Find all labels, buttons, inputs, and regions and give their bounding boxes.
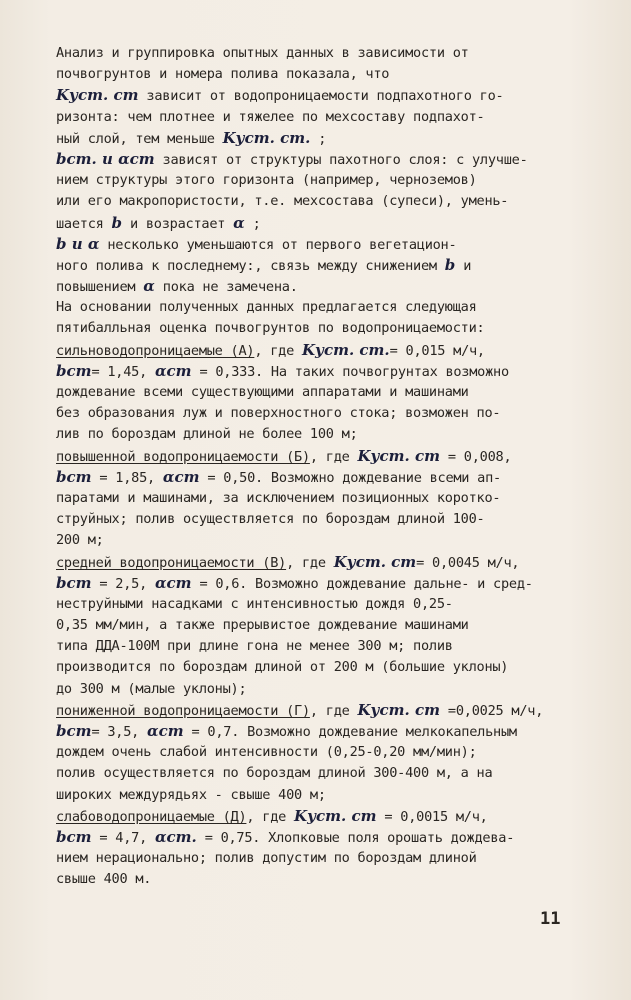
handwritten-symbol: Kуст. ст. bbox=[301, 340, 390, 359]
text-line bbox=[56, 742, 576, 763]
text-run: ризонта: чем плотнее и тяжелее по мехсоставу подпахот- bbox=[56, 108, 485, 125]
handwritten-symbol: αст bbox=[162, 467, 200, 486]
handwritten-symbol: bст. и αст bbox=[56, 149, 155, 168]
handwritten-symbol: Kуст. ст bbox=[333, 552, 417, 571]
text-run: пятибалльная оценка почвогрунтов по водопроницаемости: bbox=[56, 320, 485, 337]
text-run: дождем очень слабой интенсивности (0,25-0,20 мм/мин); bbox=[56, 744, 477, 761]
handwritten-symbol: b bbox=[111, 213, 123, 232]
text-run: несколько уменьшаются от первого вегетацион- bbox=[99, 236, 457, 253]
text-run: дождевание всеми существующими аппаратами и машинами bbox=[56, 384, 469, 400]
text-run: без образования луж и поверхностного стока; возможен по- bbox=[56, 405, 501, 422]
text-run: , где bbox=[309, 448, 358, 465]
text-run: = 0,015 м/ч, bbox=[389, 342, 485, 359]
text-run: пока не замечена. bbox=[154, 279, 298, 296]
handwritten-symbol: bст bbox=[56, 573, 92, 592]
text-run: , где bbox=[309, 702, 358, 719]
text-line bbox=[56, 763, 576, 784]
text-line bbox=[56, 64, 576, 85]
text-line bbox=[56, 657, 576, 678]
text-run: =0,0025 м/ч, bbox=[439, 702, 544, 719]
text-line bbox=[56, 700, 576, 721]
text-run: зависят от структуры пахотного слоя: с улучше- bbox=[154, 151, 528, 168]
text-run: зависит от водопроницаемости подпахотного го- bbox=[138, 88, 504, 105]
text-run: = 4,7, bbox=[91, 829, 155, 846]
text-run: На основании полученных данных предлагается следующая bbox=[56, 299, 477, 316]
handwritten-symbol: b bbox=[444, 255, 456, 274]
text-line bbox=[56, 43, 576, 64]
text-run: 0,35 мм/мин, а также прерывистое дождевание машинами bbox=[56, 617, 469, 634]
text-run: = 1,45, bbox=[91, 363, 155, 380]
text-run: ; bbox=[244, 215, 261, 232]
handwritten-symbol: Kуст. ст bbox=[56, 86, 139, 105]
text-line bbox=[56, 297, 576, 318]
text-line bbox=[56, 827, 576, 848]
text-run: паратами и машинами, за исключением позиционных коротко- bbox=[56, 489, 501, 506]
handwritten-symbol: bст bbox=[56, 827, 92, 846]
category-title: повышенной водопроницаемости (Б) bbox=[56, 448, 310, 465]
handwritten-symbol: αст bbox=[154, 361, 192, 380]
text-run: ного полива к последнему:, связь между снижением bbox=[56, 257, 445, 274]
category-title: слабоводопроницаемые (Д) bbox=[56, 808, 247, 825]
text-line bbox=[56, 361, 576, 382]
text-run: производится по бороздам длиной от 200 м (большие уклоны) bbox=[56, 659, 509, 676]
text-run: нием нерационально; полив допустим по бороздам длиной bbox=[56, 850, 477, 867]
text-line bbox=[56, 615, 576, 636]
text-run: свыше 400 м. bbox=[56, 871, 152, 888]
text-line bbox=[56, 128, 576, 149]
text-line bbox=[56, 636, 576, 657]
text-line bbox=[56, 149, 576, 170]
handwritten-symbol: b и α bbox=[56, 234, 100, 253]
text-line bbox=[56, 509, 576, 530]
text-line bbox=[56, 594, 576, 615]
text-line bbox=[56, 530, 576, 551]
handwritten-symbol: Kуст. ст bbox=[357, 700, 440, 719]
text-run: шается bbox=[56, 215, 112, 232]
text-line bbox=[56, 107, 576, 128]
text-run: Анализ и группировка опытных данных в зависимости от bbox=[56, 45, 469, 61]
text-run: нием структуры этого горизонта (например, черноземов) bbox=[56, 172, 477, 189]
text-run: = 0,50. Возможно дождевание всеми ап- bbox=[199, 469, 501, 486]
text-line bbox=[56, 552, 576, 573]
text-run: почвогрунтов и номера полива показала, что bbox=[56, 66, 390, 83]
text-run: = 0,333. На таких почвогрунтах возможно bbox=[191, 363, 509, 380]
text-line bbox=[56, 869, 576, 890]
page-number: 11 bbox=[540, 909, 561, 929]
handwritten-symbol: Kуст. ст bbox=[294, 806, 377, 825]
text-run: = 0,6. Возможно дождевание дальне- и сред- bbox=[191, 575, 533, 592]
category-title: средней водопроницаемости (В) bbox=[56, 554, 287, 571]
text-line bbox=[56, 234, 576, 255]
text-run: ; bbox=[310, 130, 327, 147]
text-run: = 0,75. Хлопковые поля орошать дождева- bbox=[196, 829, 515, 846]
handwritten-symbol: α bbox=[143, 277, 155, 296]
text-line bbox=[56, 340, 576, 361]
text-run: и возрастает bbox=[122, 215, 234, 232]
text-run: широких междурядьях - свыше 400 м; bbox=[56, 786, 326, 803]
handwritten-symbol: Kуст. ст bbox=[357, 446, 440, 465]
text-line bbox=[56, 191, 576, 212]
body-text bbox=[56, 43, 576, 891]
text-line bbox=[56, 276, 576, 297]
text-line bbox=[56, 382, 576, 403]
text-run: полив осуществляется по бороздам длиной 300-400 м, а на bbox=[56, 765, 493, 782]
handwritten-symbol: bст bbox=[56, 467, 92, 486]
handwritten-symbol: αст bbox=[154, 573, 192, 592]
text-line bbox=[56, 488, 576, 509]
text-line bbox=[56, 170, 576, 191]
handwritten-symbol: bст bbox=[56, 722, 92, 740]
text-line bbox=[56, 785, 576, 806]
text-run: до 300 м (малые уклоны); bbox=[56, 680, 247, 697]
text-run: = 0,0045 м/ч, bbox=[416, 554, 520, 571]
text-run: = 1,85, bbox=[91, 469, 163, 486]
handwritten-symbol: α bbox=[233, 213, 245, 232]
text-line bbox=[56, 403, 576, 424]
text-line bbox=[56, 806, 576, 827]
text-line bbox=[56, 446, 576, 467]
handwritten-symbol: bст bbox=[56, 361, 92, 380]
text-run: или его макропористости, т.е. мехсостава (супеси), умень- bbox=[56, 193, 509, 210]
text-line bbox=[56, 467, 576, 488]
text-run: , где bbox=[246, 808, 295, 825]
text-run: = 0,0015 м/ч, bbox=[376, 808, 488, 825]
category-title: пониженной водопроницаемости (Г) bbox=[56, 702, 310, 719]
text-run: повышением bbox=[56, 279, 144, 296]
text-run: и bbox=[455, 257, 472, 274]
handwritten-symbol: αст. bbox=[154, 827, 197, 846]
handwritten-symbol: αст bbox=[147, 722, 184, 740]
text-run: лив по бороздам длиной не более 100 м; bbox=[56, 426, 358, 443]
text-line bbox=[56, 679, 576, 700]
text-run: 200 м; bbox=[56, 532, 104, 549]
text-line bbox=[56, 318, 576, 339]
text-line bbox=[56, 424, 576, 445]
text-run: , где bbox=[286, 554, 334, 571]
text-line bbox=[56, 85, 576, 106]
text-run: = 0,7. Возможно дождевание мелкокапельным bbox=[183, 724, 517, 740]
text-run: ный слой, тем меньше bbox=[56, 130, 223, 147]
text-line bbox=[56, 848, 576, 869]
text-run: = 3,5, bbox=[91, 724, 148, 740]
text-line bbox=[56, 573, 576, 594]
text-run: = 2,5, bbox=[91, 575, 155, 592]
text-line bbox=[56, 213, 576, 234]
text-run: , где bbox=[254, 342, 302, 359]
text-line bbox=[56, 721, 576, 742]
text-line bbox=[56, 255, 576, 276]
handwritten-symbol: Kуст. ст. bbox=[222, 128, 311, 147]
text-run: = 0,008, bbox=[439, 448, 512, 465]
text-run: струйных; полив осуществляется по бороздам длиной 100- bbox=[56, 511, 485, 528]
text-run: типа ДДА-100М при длине гона не менее 300 м; полив bbox=[56, 638, 453, 655]
text-run: неструйными насадками с интенсивностью дождя 0,25- bbox=[56, 595, 453, 612]
category-title: сильноводопроницаемые (А) bbox=[56, 342, 255, 359]
